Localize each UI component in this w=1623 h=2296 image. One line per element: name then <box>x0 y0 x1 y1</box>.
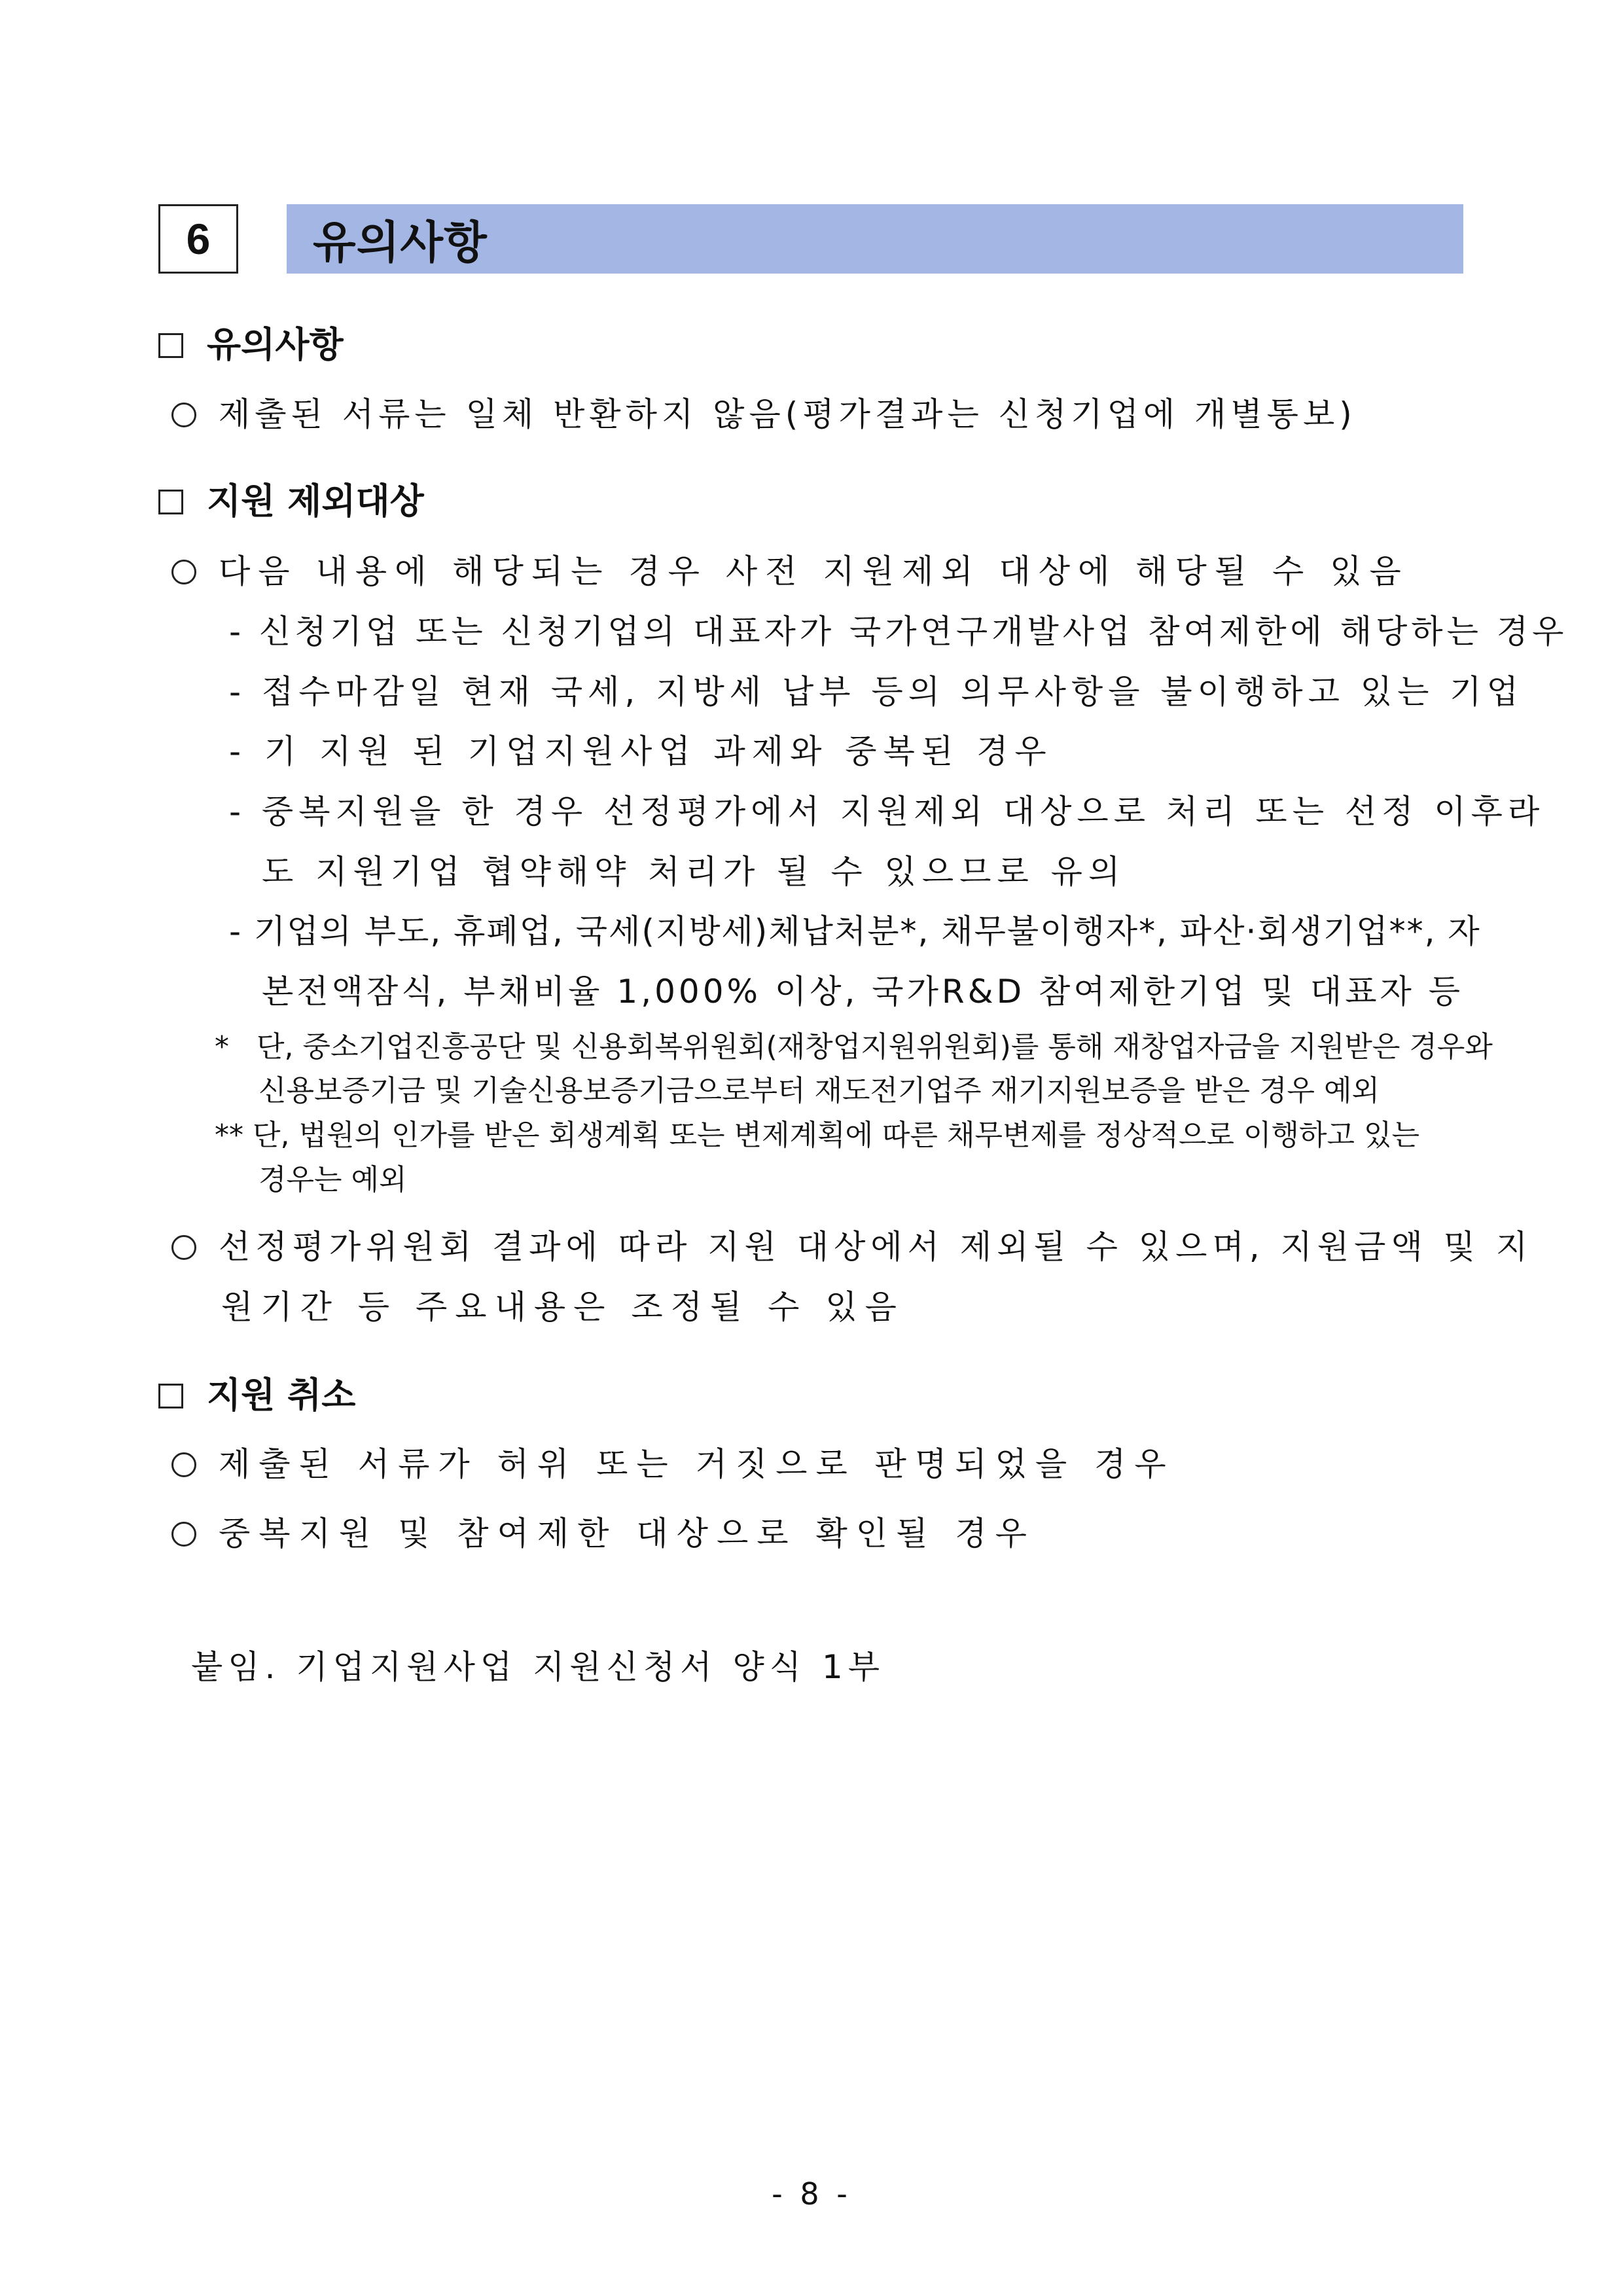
exclusion-item: - 신청기업 또는 신청기업의 대표자가 국가연구개발사업 참여제한에 해당하는 경우 <box>229 613 1568 651</box>
circle-bullet-icon <box>171 1452 196 1477</box>
exclusion-outro-text: 선정평가위원회 결과에 따라 지원 대상에서 제외될 수 있으며, 지원금액 및 지 <box>219 1228 1533 1266</box>
section-title: 유의사항 <box>313 217 488 269</box>
footnote-continued: 경우는 예외 <box>259 1163 407 1196</box>
section-number: 6 <box>158 204 238 274</box>
exclusion-intro <box>171 552 1409 591</box>
exclusion-intro-text: 다음 내용에 해당되는 경우 사전 지원제외 대상에 해당될 수 있음 <box>219 552 1409 590</box>
cancel-item-text: 중복지원 및 참여제한 대상으로 확인될 경우 <box>219 1515 1035 1552</box>
square-bullet-icon <box>158 490 183 514</box>
exclusion-outro <box>171 1227 1533 1266</box>
exclusion-item: - 기 지원 된 기업지원사업 과제와 중복된 경우 <box>229 732 1053 770</box>
circle-bullet-icon <box>171 403 196 427</box>
cancel-item <box>171 1444 1175 1484</box>
cancel-heading <box>158 1374 355 1416</box>
circle-bullet-icon <box>171 1522 196 1547</box>
footnote: * 단, 중소기업진흥공단 및 신용회복위원회(재창업지원위원회)를 통해 재창업자금을 지원받은 경우와 <box>215 1030 1493 1064</box>
exclusion-heading <box>158 480 424 522</box>
exclusion-item: - 중복지원을 한 경우 선정평가에서 지원제외 대상으로 처리 또는 선정 이후라 <box>229 793 1545 831</box>
notice-item-text: 제출된 서류는 일체 반환하지 않음(평가결과는 신청기업에 개별통보) <box>219 395 1357 433</box>
notice-item <box>171 395 1357 434</box>
footnote: ** 단, 법원의 인가를 받은 회생계획 또는 변제계획에 따른 채무변제를 정상적으로 이행하고 있는 <box>215 1119 1419 1152</box>
attachment-note: 붙임. 기업지원사업 지원신청서 양식 1부 <box>191 1648 885 1686</box>
notice-heading <box>158 324 344 366</box>
square-bullet-icon <box>158 333 183 358</box>
circle-bullet-icon <box>171 1235 196 1260</box>
exclusion-item-continued: 본전액잠식, 부채비율 1,000% 이상, 국가R&D 참여제한기업 및 대표자 등 <box>262 973 1464 1011</box>
exclusion-item-continued: 도 지원기업 협약해약 처리가 될 수 있으므로 유의 <box>262 853 1126 891</box>
footnote-continued: 신용보증기금 및 기술신용보증기금으로부터 재도전기업주 재기지원보증을 받은 경우 예외 <box>259 1074 1380 1107</box>
cancel-item <box>171 1514 1035 1553</box>
cancel-item-text: 제출된 서류가 허위 또는 거짓으로 판명되었을 경우 <box>219 1445 1175 1483</box>
circle-bullet-icon <box>171 560 196 584</box>
exclusion-item: - 접수마감일 현재 국세, 지방세 납부 등의 의무사항을 불이행하고 있는 기업 <box>229 673 1524 711</box>
cancel-heading-text: 지원 취소 <box>207 1374 356 1416</box>
exclusion-heading-text: 지원 제외대상 <box>207 480 424 522</box>
square-bullet-icon <box>158 1384 183 1408</box>
notice-heading-text: 유의사항 <box>207 324 344 365</box>
exclusion-item: - 기업의 부도, 휴폐업, 국세(지방세)체납처분*, 채무불이행자*, 파산·회생기업**, 자 <box>229 912 1481 950</box>
exclusion-outro-continued: 원기간 등 주요내용은 조정될 수 있음 <box>221 1288 904 1326</box>
page-number: - 8 - <box>772 2176 851 2212</box>
